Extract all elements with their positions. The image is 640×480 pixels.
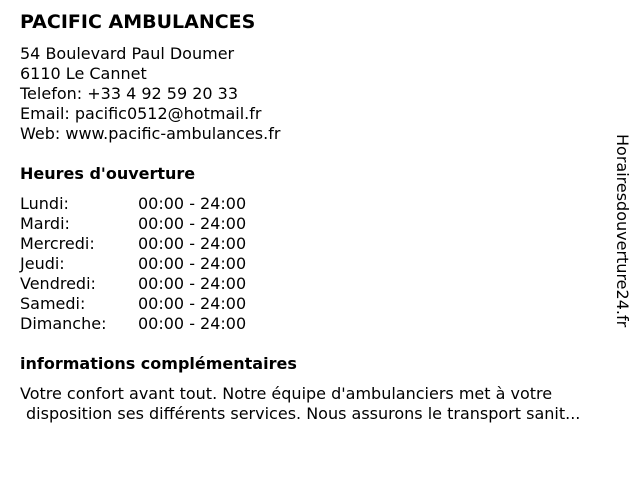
site-watermark-text: Horairesdouverture24.fr <box>613 134 632 328</box>
hours-day: Mercredi: <box>20 234 95 253</box>
description-line: disposition ses différents services. Nous assurons le transport sanit... <box>26 404 581 423</box>
hours-day: Lundi: <box>20 194 69 213</box>
opening-hours-heading: Heures d'ouverture <box>20 164 196 183</box>
contact-block <box>20 44 280 144</box>
hours-day: Mardi: <box>20 214 70 233</box>
hours-time: 00:00 - 24:00 <box>138 234 247 253</box>
site-watermark <box>612 134 634 344</box>
hours-row-saturday <box>20 294 320 314</box>
hours-time: 00:00 - 24:00 <box>138 214 247 233</box>
city-address: 6110 Le Cannet <box>20 64 147 83</box>
street-address: 54 Boulevard Paul Doumer <box>20 44 235 63</box>
hours-day: Dimanche: <box>20 314 107 333</box>
hours-day: Jeudi: <box>20 254 65 273</box>
description-line: Votre confort avant tout. Notre équipe d'ambulanciers met à votre <box>20 384 553 403</box>
phone-line: Telefon: +33 4 92 59 20 33 <box>20 84 239 103</box>
additional-info-heading: informations complémentaires <box>20 354 297 373</box>
additional-info-text <box>20 384 630 424</box>
email-line: Email: pacific0512@hotmail.fr <box>20 104 262 123</box>
hours-row-wednesday <box>20 234 320 254</box>
hours-row-thursday <box>20 254 320 274</box>
hours-time: 00:00 - 24:00 <box>138 194 247 213</box>
business-name: PACIFIC AMBULANCES <box>20 11 256 33</box>
hours-day: Vendredi: <box>20 274 96 293</box>
opening-hours-table <box>20 194 320 334</box>
hours-row-monday <box>20 194 320 214</box>
hours-time: 00:00 - 24:00 <box>138 274 247 293</box>
web-line: Web: www.pacific-ambulances.fr <box>20 124 281 143</box>
hours-time: 00:00 - 24:00 <box>138 254 247 273</box>
hours-time: 00:00 - 24:00 <box>138 294 247 313</box>
hours-row-friday <box>20 274 320 294</box>
hours-time: 00:00 - 24:00 <box>138 314 247 333</box>
hours-row-tuesday <box>20 214 320 234</box>
hours-row-sunday <box>20 314 320 334</box>
hours-day: Samedi: <box>20 294 86 313</box>
